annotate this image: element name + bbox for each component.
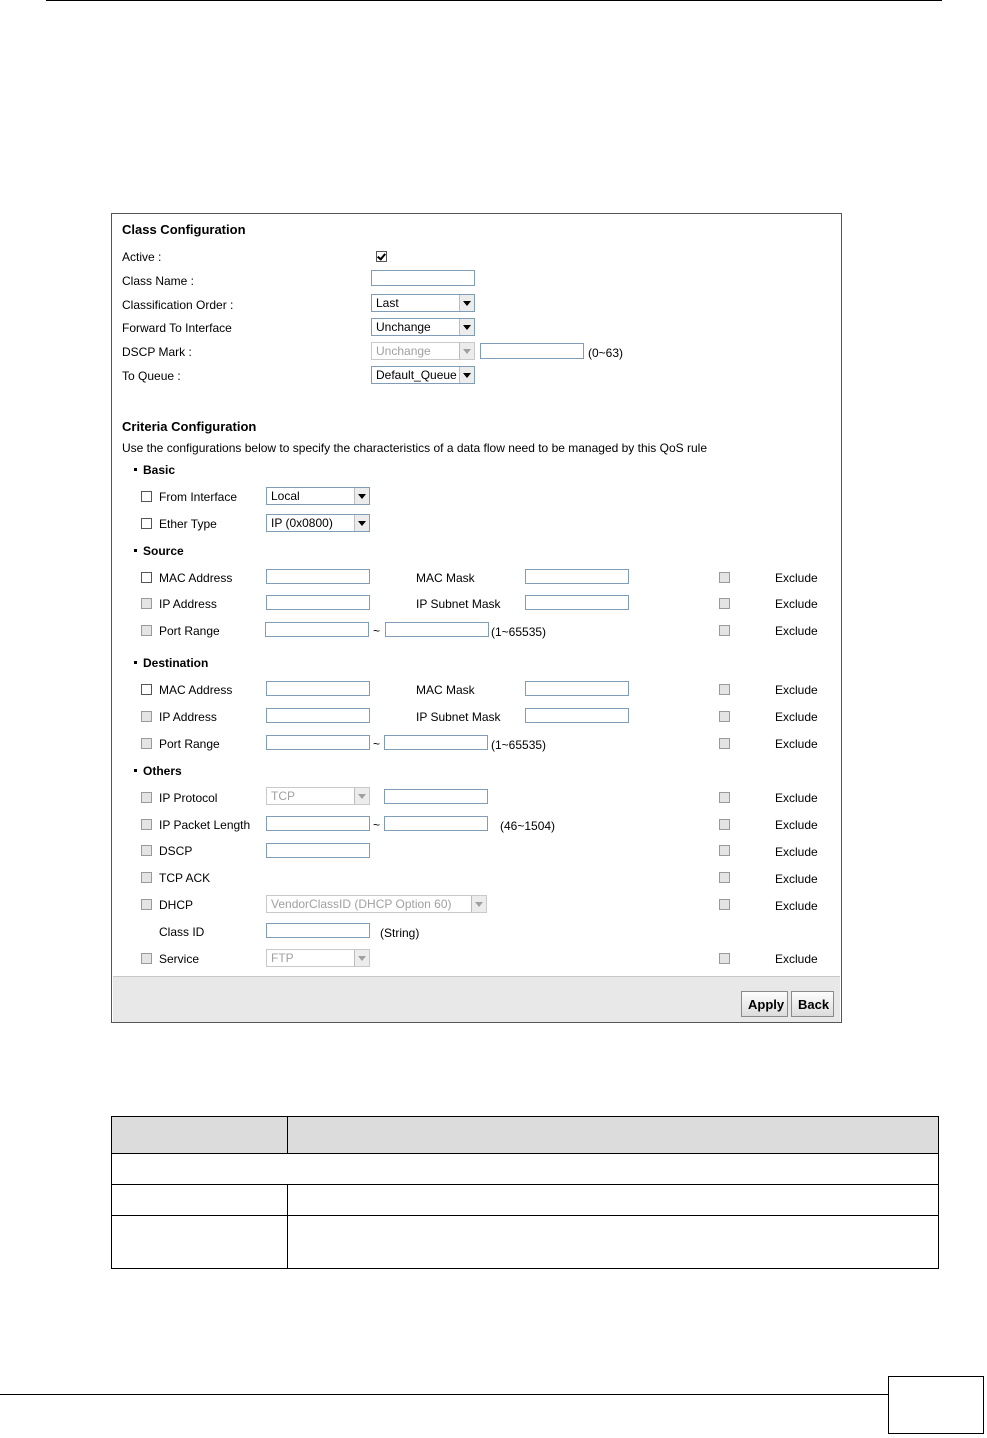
others-heading (134, 764, 182, 778)
destination-port-exclude-label: Exclude (775, 737, 818, 751)
source-heading-text: Source (143, 544, 184, 558)
source-ip-label: IP Address (159, 597, 217, 611)
ip-protocol-input[interactable] (384, 789, 488, 804)
to-queue-label: To Queue : (122, 369, 181, 383)
class-id-label: Class ID (159, 925, 205, 939)
forward-interface-label: Forward To Interface (122, 321, 232, 335)
source-port-checkbox[interactable] (141, 625, 152, 636)
class-name-input[interactable] (371, 270, 475, 286)
destination-port-end-input[interactable] (384, 735, 488, 750)
service-select[interactable] (266, 949, 370, 967)
destination-port-start-input[interactable] (266, 735, 370, 750)
active-label: Active : (122, 250, 162, 264)
class-id-input[interactable] (266, 923, 370, 938)
criteria-description: Use the configurations below to specify the characteristics of a data flow need to be managed by this QoS rule (122, 441, 707, 455)
source-ip-exclude-label: Exclude (775, 597, 818, 611)
table-header-row (112, 1117, 939, 1154)
service-label: Service (159, 952, 200, 966)
dscp-checkbox[interactable] (141, 845, 152, 856)
tcp-ack-checkbox[interactable] (141, 872, 152, 883)
chevron-down-icon (459, 295, 474, 311)
from-interface-value: Local (271, 489, 300, 503)
bullet-icon (134, 468, 137, 471)
from-interface-label: From Interface (159, 490, 238, 504)
dscp-range-hint: (0~63) (588, 346, 624, 360)
destination-ip-exclude-label: Exclude (775, 710, 818, 724)
table-row (112, 1185, 939, 1216)
service-exclude-label: Exclude (775, 952, 818, 966)
destination-mac-label: MAC Address (159, 683, 233, 697)
ip-protocol-select[interactable] (266, 787, 370, 805)
source-ip-mask-label: IP Subnet Mask (416, 597, 501, 611)
source-port-range-hint: (1~65535) (491, 625, 547, 639)
dhcp-option-select[interactable] (266, 895, 487, 913)
bullet-icon (134, 661, 137, 664)
source-mac-mask-label: MAC Mask (416, 571, 475, 585)
service-value: FTP (271, 951, 294, 965)
tcp-ack-exclude-checkbox[interactable] (719, 872, 730, 883)
chevron-down-icon (459, 367, 474, 383)
dhcp-exclude-checkbox[interactable] (719, 899, 730, 910)
ether-type-value: IP (0x0800) (271, 516, 333, 530)
source-mac-checkbox[interactable] (141, 572, 152, 583)
destination-ip-mask-input[interactable] (525, 708, 629, 723)
source-port-end-input[interactable] (385, 622, 489, 637)
packet-length-exclude-checkbox[interactable] (719, 819, 730, 830)
class-id-hint: (String) (380, 926, 420, 940)
destination-ip-exclude-checkbox[interactable] (719, 711, 730, 722)
table-cell (112, 1185, 288, 1216)
dscp-mark-input[interactable] (480, 343, 584, 359)
source-ip-checkbox[interactable] (141, 598, 152, 609)
chevron-down-icon (354, 788, 369, 804)
source-port-separator: ~ (373, 624, 381, 638)
classification-order-value: Last (376, 296, 399, 310)
ether-type-label: Ether Type (159, 517, 217, 531)
ether-type-select[interactable] (266, 514, 370, 532)
destination-mac-exclude-label: Exclude (775, 683, 818, 697)
source-port-exclude-checkbox[interactable] (719, 625, 730, 636)
dhcp-label: DHCP (159, 898, 194, 912)
destination-ip-label: IP Address (159, 710, 217, 724)
table-cell (112, 1154, 939, 1185)
destination-port-range-hint: (1~65535) (491, 738, 547, 752)
source-mac-exclude-label: Exclude (775, 571, 818, 585)
destination-heading-text: Destination (143, 656, 209, 670)
destination-port-separator: ~ (373, 737, 381, 751)
source-mac-label: MAC Address (159, 571, 233, 585)
others-heading-text: Others (143, 764, 182, 778)
packet-length-range-hint: (46~1504) (500, 819, 556, 833)
chevron-down-icon (459, 343, 474, 359)
source-ip-mask-input[interactable] (525, 595, 629, 610)
destination-ip-input[interactable] (266, 708, 370, 723)
source-port-exclude-label: Exclude (775, 624, 818, 638)
basic-heading (134, 463, 175, 477)
dscp-label: DSCP (159, 844, 193, 858)
dscp-exclude-label: Exclude (775, 845, 818, 859)
destination-port-checkbox[interactable] (141, 738, 152, 749)
page-header-rule (46, 0, 942, 1)
table-cell (288, 1216, 939, 1269)
chevron-down-icon (471, 896, 486, 912)
packet-length-min-input[interactable] (266, 816, 370, 831)
chevron-down-icon (459, 319, 474, 335)
ip-protocol-exclude-checkbox[interactable] (719, 792, 730, 803)
destination-port-label: Port Range (159, 737, 220, 751)
packet-length-max-input[interactable] (384, 816, 488, 831)
page-number-box (888, 1376, 984, 1434)
dscp-mark-select[interactable] (371, 342, 475, 360)
destination-mac-checkbox[interactable] (141, 684, 152, 695)
dhcp-exclude-label: Exclude (775, 899, 818, 913)
page-footer-rule (0, 1394, 888, 1395)
destination-mac-exclude-checkbox[interactable] (719, 684, 730, 695)
criteria-configuration-title: Criteria Configuration (122, 419, 257, 434)
to-queue-select[interactable] (371, 366, 475, 384)
class-configuration-panel (111, 213, 842, 1023)
class-configuration-title: Class Configuration (122, 222, 246, 237)
ip-protocol-checkbox[interactable] (141, 792, 152, 803)
ip-protocol-value: TCP (271, 789, 295, 803)
destination-heading (134, 656, 208, 670)
description-table (111, 1116, 939, 1269)
tcp-ack-label: TCP ACK (159, 871, 211, 885)
dscp-mark-value: Unchange (376, 344, 431, 358)
source-port-start-input[interactable] (265, 622, 369, 637)
forward-interface-select[interactable] (371, 318, 475, 336)
packet-length-separator: ~ (373, 818, 381, 832)
from-interface-select[interactable] (266, 487, 370, 505)
classification-order-select[interactable] (371, 294, 475, 312)
ip-protocol-label: IP Protocol (159, 791, 218, 805)
destination-mac-mask-label: MAC Mask (416, 683, 475, 697)
dhcp-checkbox[interactable] (141, 899, 152, 910)
packet-length-checkbox[interactable] (141, 819, 152, 830)
to-queue-value: Default_Queue (376, 368, 457, 382)
dscp-input[interactable] (266, 843, 370, 858)
chevron-down-icon (354, 488, 369, 504)
panel-footer (113, 976, 840, 1022)
destination-ip-mask-label: IP Subnet Mask (416, 710, 501, 724)
dscp-exclude-checkbox[interactable] (719, 845, 730, 856)
apply-button[interactable]: Apply (741, 991, 788, 1017)
dscp-mark-label: DSCP Mark : (122, 345, 192, 359)
ether-type-checkbox[interactable] (141, 518, 152, 529)
source-heading (134, 544, 184, 558)
source-ip-input[interactable] (266, 595, 370, 610)
class-name-label: Class Name : (122, 274, 195, 288)
destination-port-exclude-checkbox[interactable] (719, 738, 730, 749)
source-mac-exclude-checkbox[interactable] (719, 572, 730, 583)
packet-length-label: IP Packet Length (159, 818, 251, 832)
destination-mac-input[interactable] (266, 681, 370, 696)
destination-mac-mask-input[interactable] (525, 681, 629, 696)
table-row (112, 1154, 939, 1185)
chevron-down-icon (354, 950, 369, 966)
table-header-cell (288, 1117, 939, 1154)
tcp-ack-exclude-label: Exclude (775, 872, 818, 886)
dhcp-option-value: VendorClassID (DHCP Option 60) (271, 897, 452, 911)
source-port-label: Port Range (159, 624, 220, 638)
source-ip-exclude-checkbox[interactable] (719, 598, 730, 609)
forward-interface-value: Unchange (376, 320, 431, 334)
ip-protocol-exclude-label: Exclude (775, 791, 818, 805)
table-row (112, 1216, 939, 1269)
table-cell (288, 1185, 939, 1216)
active-checkbox[interactable] (376, 251, 387, 262)
bullet-icon (134, 549, 137, 552)
basic-heading-text: Basic (143, 463, 176, 477)
back-button[interactable]: Back (791, 991, 834, 1017)
chevron-down-icon (354, 515, 369, 531)
service-checkbox[interactable] (141, 953, 152, 964)
classification-order-label: Classification Order : (122, 298, 234, 312)
source-mac-input[interactable] (266, 569, 370, 584)
bullet-icon (134, 769, 137, 772)
source-mac-mask-input[interactable] (525, 569, 629, 584)
packet-length-exclude-label: Exclude (775, 818, 818, 832)
table-header-cell (112, 1117, 288, 1154)
table-cell (112, 1216, 288, 1269)
from-interface-checkbox[interactable] (141, 491, 152, 502)
destination-ip-checkbox[interactable] (141, 711, 152, 722)
service-exclude-checkbox[interactable] (719, 953, 730, 964)
